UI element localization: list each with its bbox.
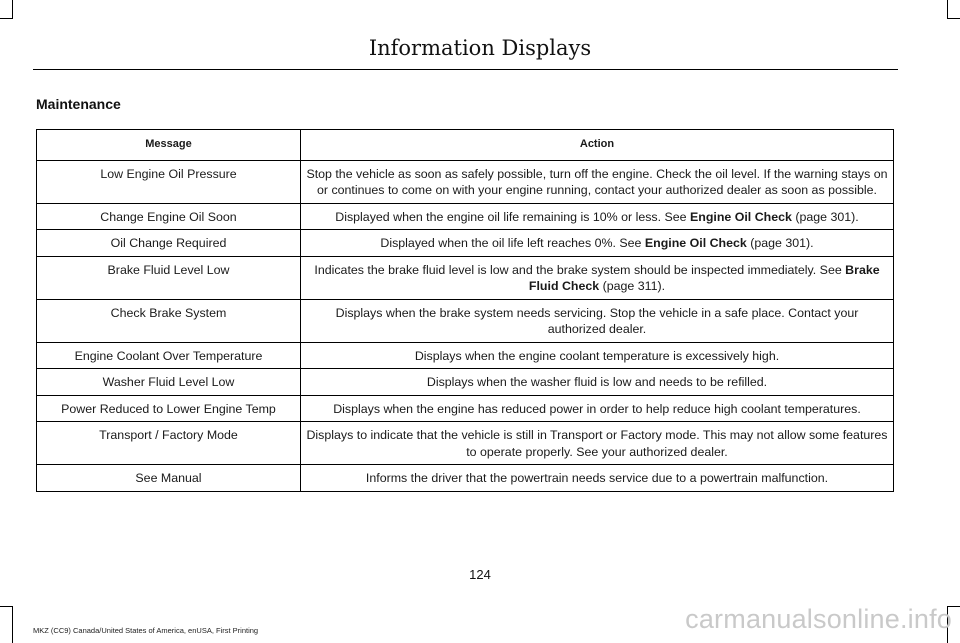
table-row (37, 203, 894, 230)
message-cell: Transport / Factory Mode (37, 422, 301, 465)
crop-mark-top-left (0, 0, 13, 19)
action-text: Displayed when the engine oil life remaining is 10% or less. See (335, 209, 690, 224)
message-cell: Washer Fluid Level Low (37, 369, 301, 396)
action-cell: Displays to indicate that the vehicle is still in Transport or Factory mode. This may not allow some features to operate properly. See your authorized dealer. (301, 422, 894, 465)
message-cell: Oil Change Required (37, 230, 301, 257)
table-header-row (37, 130, 894, 161)
action-text: (page 301). (791, 209, 859, 224)
page-title: Information Displays (368, 36, 592, 60)
table-row (37, 230, 894, 257)
action-text: Indicates the brake fluid level is low and the brake system should be inspected immediately. See (314, 262, 846, 277)
table-row (37, 256, 894, 299)
message-cell: Engine Coolant Over Temperature (37, 342, 301, 369)
action-cell: Stop the vehicle as soon as safely possible, turn off the engine. Check the oil level. If the warning stays on or continues to come on with your engine running, contact your authorized dealer as soon as possible. (301, 160, 894, 203)
table-row (37, 160, 894, 203)
action-cell (301, 230, 894, 257)
table-row (37, 342, 894, 369)
action-text: Displayed when the oil life left reaches 0%. See (380, 236, 645, 250)
action-cell: Displays when the engine has reduced power in order to help reduce high coolant temperatures. (301, 395, 894, 422)
action-text: (page 301). (746, 236, 814, 250)
message-cell: Power Reduced to Lower Engine Temp (37, 395, 301, 422)
action-cell: Displays when the brake system needs servicing. Stop the vehicle in a safe place. Contact your authorized dealer. (301, 299, 894, 342)
title-rule (33, 69, 898, 70)
watermark-logo: carmanualsonline.info (685, 604, 952, 634)
action-cell (301, 256, 894, 299)
maintenance-table (36, 129, 894, 492)
message-cell: Check Brake System (37, 299, 301, 342)
footer-text: MKZ (CC9) Canada/United States of America, enUSA, First Printing (33, 626, 259, 635)
crop-mark-bottom-left (0, 606, 13, 643)
action-cell (301, 203, 894, 230)
message-cell: Low Engine Oil Pressure (37, 160, 301, 203)
table-row (37, 395, 894, 422)
action-cell: Informs the driver that the powertrain needs service due to a powertrain malfunction. (301, 465, 894, 492)
table-row (37, 422, 894, 465)
table-row (37, 369, 894, 396)
action-cell: Displays when the engine coolant temperature is excessively high. (301, 342, 894, 369)
action-text: (page 311). (599, 279, 666, 293)
page-reference-link[interactable]: Engine Oil Check (689, 209, 792, 224)
crop-mark-top-right (947, 0, 960, 19)
page-number: 124 (469, 567, 491, 582)
message-cell: Change Engine Oil Soon (37, 203, 301, 230)
message-column-header: Message (37, 130, 301, 161)
page-reference-link[interactable]: Brake Fluid Check (528, 262, 880, 293)
table-row (37, 299, 894, 342)
section-heading: Maintenance (36, 96, 121, 112)
action-column-header: Action (301, 130, 894, 161)
action-cell: Displays when the washer fluid is low and needs to be refilled. (301, 369, 894, 396)
table-row (37, 465, 894, 492)
message-cell: Brake Fluid Level Low (37, 256, 301, 299)
page-reference-link[interactable]: Engine Oil Check (644, 236, 747, 250)
message-cell: See Manual (37, 465, 301, 492)
